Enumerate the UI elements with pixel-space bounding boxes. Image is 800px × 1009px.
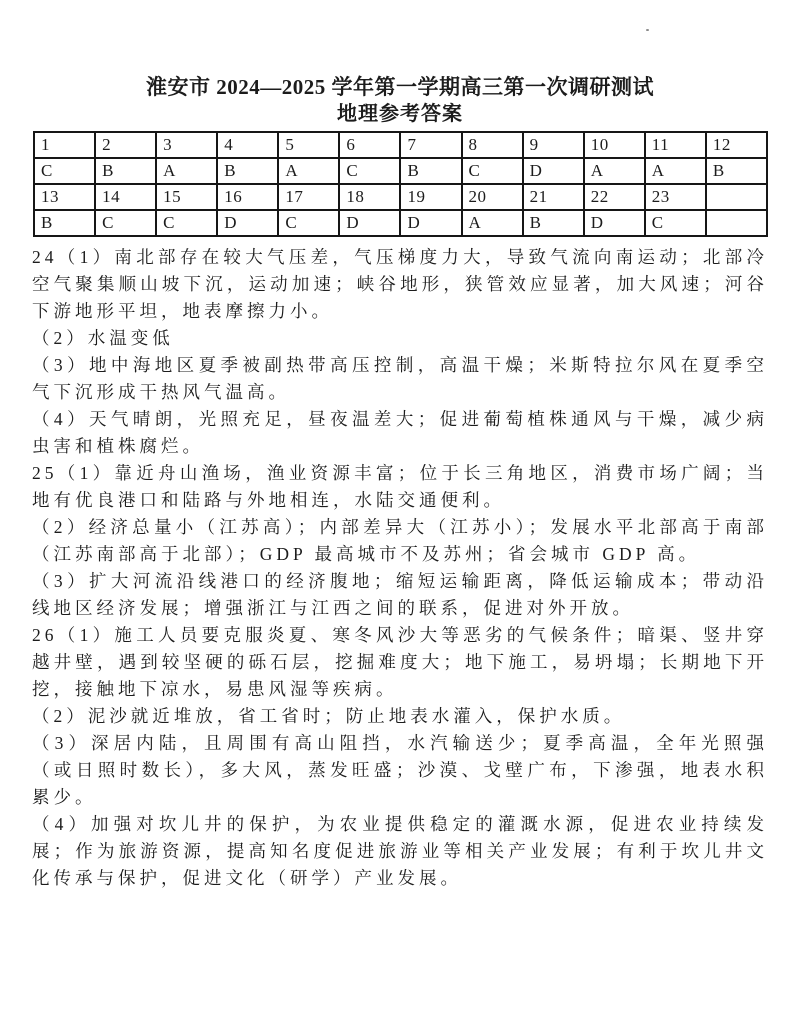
- question-number-cell: 14: [95, 184, 156, 210]
- answer-cell: C: [339, 158, 400, 184]
- question-number-cell: 23: [645, 184, 706, 210]
- answers-section: [32, 244, 768, 892]
- answer-paragraph-26-3: （3）深居内陆，且周围有高山阻挡，水汽输送少；夏季高温，全年光照强（或日照时数长），多大风，蒸发旺盛；沙漠、戈壁广布，下渗强，地表水积累少。: [32, 733, 768, 807]
- question-number-cell: 20: [462, 184, 523, 210]
- answer-cell: C: [462, 158, 523, 184]
- question-number-cell: 19: [400, 184, 461, 210]
- answer-cell: A: [645, 158, 706, 184]
- question-number-cell: 17: [278, 184, 339, 210]
- answer-cell: C: [34, 158, 95, 184]
- question-number-cell: 2: [95, 132, 156, 158]
- answer-cell: A: [462, 210, 523, 236]
- answer-paragraph-24-4: （4）天气晴朗，光照充足，昼夜温差大；促进葡萄植株通风与干燥，减少病虫害和植株腐烂。: [32, 409, 768, 456]
- question-number-cell: 8: [462, 132, 523, 158]
- document-title: 淮安市 2024—2025 学年第一学期高三第一次调研测试: [146, 75, 654, 99]
- question-number-cell: 21: [523, 184, 584, 210]
- answer-cell: B: [217, 158, 278, 184]
- answer-cell: A: [584, 158, 645, 184]
- answer-cell: B: [400, 158, 461, 184]
- answer-paragraph-24-2: （2）水温变低: [32, 328, 174, 348]
- answer-cell: C: [156, 210, 217, 236]
- answer-paragraph-25-2: （2）经济总量小（江苏高）；内部差异大（江苏小）；发展水平北部高于南部（江苏南部高于北部）；GDP 最高城市不及苏州；省会城市 GDP 高。: [32, 517, 768, 564]
- answer-key-table: [33, 131, 768, 237]
- answer-cell: D: [584, 210, 645, 236]
- answer-row: [34, 210, 767, 236]
- answer-paragraph-26-4: （4）加强对坎儿井的保护，为农业提供稳定的灌溉水源，促进农业持续发展；作为旅游资源，提高知名度促进旅游业等相关产业发展；有利于坎儿井文化传承与保护，促进文化（研学）产业发展。: [32, 814, 768, 888]
- document-subtitle: 地理参考答案: [337, 103, 463, 125]
- answer-cell: A: [156, 158, 217, 184]
- answer-cell: C: [645, 210, 706, 236]
- question-number-row: [34, 132, 767, 158]
- answer-cell: B: [34, 210, 95, 236]
- question-number-cell: 4: [217, 132, 278, 158]
- answer-paragraph-26-1: 26（1）施工人员要克服炎夏、寒冬风沙大等恶劣的气候条件；暗渠、竖井穿越井壁，遇到较坚硬的砾石层，挖掘难度大；地下施工，易坍塌；长期地下开挖，接触地下凉水，易患风湿等疾病。: [32, 625, 768, 699]
- question-number-cell: 12: [706, 132, 767, 158]
- empty-cell: [706, 184, 767, 210]
- answer-cell: B: [523, 210, 584, 236]
- answer-paragraph-26-2: （2）泥沙就近堆放，省工省时；防止地表水灌入，保护水质。: [32, 706, 626, 726]
- question-number-cell: 10: [584, 132, 645, 158]
- question-number-cell: 1: [34, 132, 95, 158]
- answer-cell: C: [278, 210, 339, 236]
- answer-cell: D: [400, 210, 461, 236]
- question-number-cell: 11: [645, 132, 706, 158]
- answer-paragraph-25-3: （3）扩大河流沿线港口的经济腹地；缩短运输距离，降低运输成本；带动沿线地区经济发展；增强浙江与江西之间的联系，促进对外开放。: [32, 571, 768, 618]
- answer-cell: D: [339, 210, 400, 236]
- question-number-cell: 18: [339, 184, 400, 210]
- answer-paragraph-25-1: 25（1）靠近舟山渔场，渔业资源丰富；位于长三角地区，消费市场广阔；当地有优良港口和陆路与外地相连，水陆交通便利。: [32, 463, 768, 510]
- answer-row: [34, 158, 767, 184]
- question-number-cell: 7: [400, 132, 461, 158]
- question-number-cell: 22: [584, 184, 645, 210]
- question-number-cell: 3: [156, 132, 217, 158]
- question-number-cell: 16: [217, 184, 278, 210]
- question-number-row: [34, 184, 767, 210]
- question-number-cell: 6: [339, 132, 400, 158]
- scan-artifact-dot: [646, 29, 649, 31]
- answer-paragraph-24-1: 24（1）南北部存在较大气压差，气压梯度力大，导致气流向南运动；北部冷空气聚集顺山坡下沉，运动加速；峡谷地形，狭管效应显著，加大风速；河谷下游地形平坦，地表摩擦力小。: [32, 247, 768, 321]
- question-number-cell: 15: [156, 184, 217, 210]
- answer-paragraph-24-3: （3）地中海地区夏季被副热带高压控制，高温干燥；米斯特拉尔风在夏季空气下沉形成干热风气温高。: [32, 355, 768, 402]
- answer-cell: B: [706, 158, 767, 184]
- question-number-cell: 5: [278, 132, 339, 158]
- question-number-cell: 9: [523, 132, 584, 158]
- answer-cell: D: [523, 158, 584, 184]
- answer-cell: B: [95, 158, 156, 184]
- question-number-cell: 13: [34, 184, 95, 210]
- empty-cell: [706, 210, 767, 236]
- answer-cell: A: [278, 158, 339, 184]
- answer-cell: C: [95, 210, 156, 236]
- answer-cell: D: [217, 210, 278, 236]
